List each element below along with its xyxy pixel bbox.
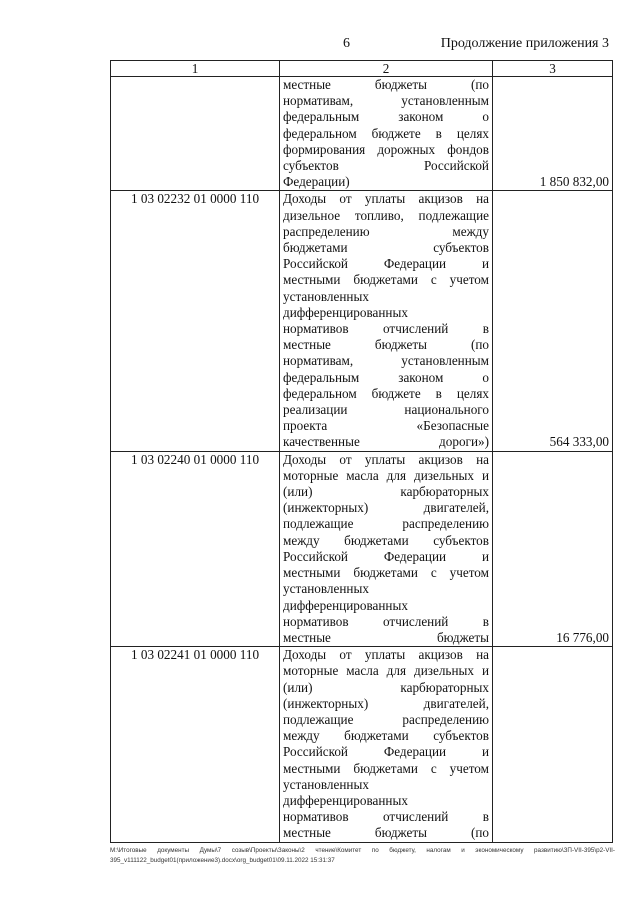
- description-line: Российской Федерации и: [283, 256, 489, 272]
- budget-code-cell: 1 03 02232 01 0000 110: [111, 191, 280, 451]
- table-row: [111, 191, 613, 451]
- description-line: реализации национального: [283, 402, 489, 418]
- description-line: местные бюджеты: [283, 629, 489, 645]
- description-line: Доходы от уплаты акцизов на: [283, 451, 489, 467]
- description-line: дифференцированных: [283, 304, 408, 320]
- description-line: (инжекторных) двигателей,: [283, 695, 489, 711]
- description-line: (или) карбюраторных: [283, 484, 489, 500]
- description-line: дизельное топливо, подлежащие: [283, 207, 489, 223]
- description-line: (инжекторных) двигателей,: [283, 500, 489, 516]
- description-line: установленных: [283, 288, 369, 304]
- column-header: 2: [280, 61, 493, 77]
- description-line: нормативов отчислений в: [283, 613, 489, 629]
- description-line: нормативов отчислений в: [283, 321, 489, 337]
- description-line: между бюджетами субъектов: [283, 532, 489, 548]
- description-line: федеральном бюджете в целях: [283, 385, 489, 401]
- description-line: между бюджетами субъектов: [283, 728, 489, 744]
- column-header: 3: [493, 61, 613, 77]
- budget-code-cell: [111, 77, 280, 191]
- description-line: Доходы от уплаты акцизов на: [283, 647, 489, 663]
- description-line: субъектов Российской: [283, 158, 489, 174]
- budget-code-cell: 1 03 02241 01 0000 110: [111, 647, 280, 842]
- description-cell: [280, 647, 493, 842]
- description-line: распределению между: [283, 223, 489, 239]
- budget-code-cell: 1 03 02240 01 0000 110: [111, 451, 280, 646]
- description-line: местными бюджетами с учетом: [283, 760, 489, 776]
- description-cell: [280, 451, 493, 646]
- description-line: нормативов отчислений в: [283, 809, 489, 825]
- description-line: формирования дорожных фондов: [283, 141, 489, 157]
- amount-cell: [493, 647, 613, 842]
- description-cell: [280, 77, 493, 191]
- description-line: качественные дороги»): [283, 434, 489, 450]
- table-row: [111, 77, 613, 191]
- description-line: подлежащие распределению: [283, 516, 489, 532]
- table-row: [111, 451, 613, 646]
- description-cell: [280, 191, 493, 451]
- continuation-label: Продолжение приложения 3: [440, 36, 609, 51]
- document-path-footer: М:\Итоговые документы Думы\7 созыв\Проекты\Законы\2 чтение\Комитет по бюджету, налогам и экономическому развитию\ЗП-VII-395\р2-VII-395_v111122_budget01(приложение3).docx\org_budget01\09.11.2022 15:31:37: [110, 847, 615, 864]
- description-line: (или) карбюраторных: [283, 679, 489, 695]
- description-line: установленных: [283, 776, 369, 792]
- column-header: 1: [111, 61, 280, 77]
- description-line: нормативам, установленным: [283, 93, 489, 109]
- description-line: местные бюджеты (по: [283, 77, 489, 92]
- description-line: федеральным законом о: [283, 369, 489, 385]
- description-line: проекта «Безопасные: [283, 418, 489, 434]
- description-line: Российской Федерации и: [283, 548, 489, 564]
- description-line: Доходы от уплаты акцизов на: [283, 191, 489, 207]
- description-line: местными бюджетами с учетом: [283, 565, 489, 581]
- budget-table: [110, 60, 613, 843]
- table-body: [111, 77, 613, 843]
- description-line: федеральным законом о: [283, 109, 489, 125]
- description-line: подлежащие распределению: [283, 711, 489, 727]
- description-line: местные бюджеты (по: [283, 337, 489, 353]
- page-number: 6: [343, 36, 350, 51]
- description-line: Российской Федерации и: [283, 744, 489, 760]
- description-line: дифференцированных: [283, 597, 408, 613]
- amount-cell: 1 850 832,00: [493, 77, 613, 191]
- table-header-row: [111, 61, 613, 77]
- description-line: Федерации): [283, 174, 350, 190]
- description-line: нормативам, установленным: [283, 353, 489, 369]
- amount-cell: 16 776,00: [493, 451, 613, 646]
- description-line: федеральном бюджете в целях: [283, 125, 489, 141]
- description-line: установленных: [283, 581, 369, 597]
- table-row: [111, 647, 613, 842]
- description-line: моторные масла для дизельных и: [283, 663, 489, 679]
- amount-cell: 564 333,00: [493, 191, 613, 451]
- description-line: местные бюджеты (по: [283, 825, 489, 841]
- description-line: дифференцированных: [283, 792, 408, 808]
- description-line: моторные масла для дизельных и: [283, 467, 489, 483]
- description-line: бюджетами субъектов: [283, 240, 489, 256]
- description-line: местными бюджетами с учетом: [283, 272, 489, 288]
